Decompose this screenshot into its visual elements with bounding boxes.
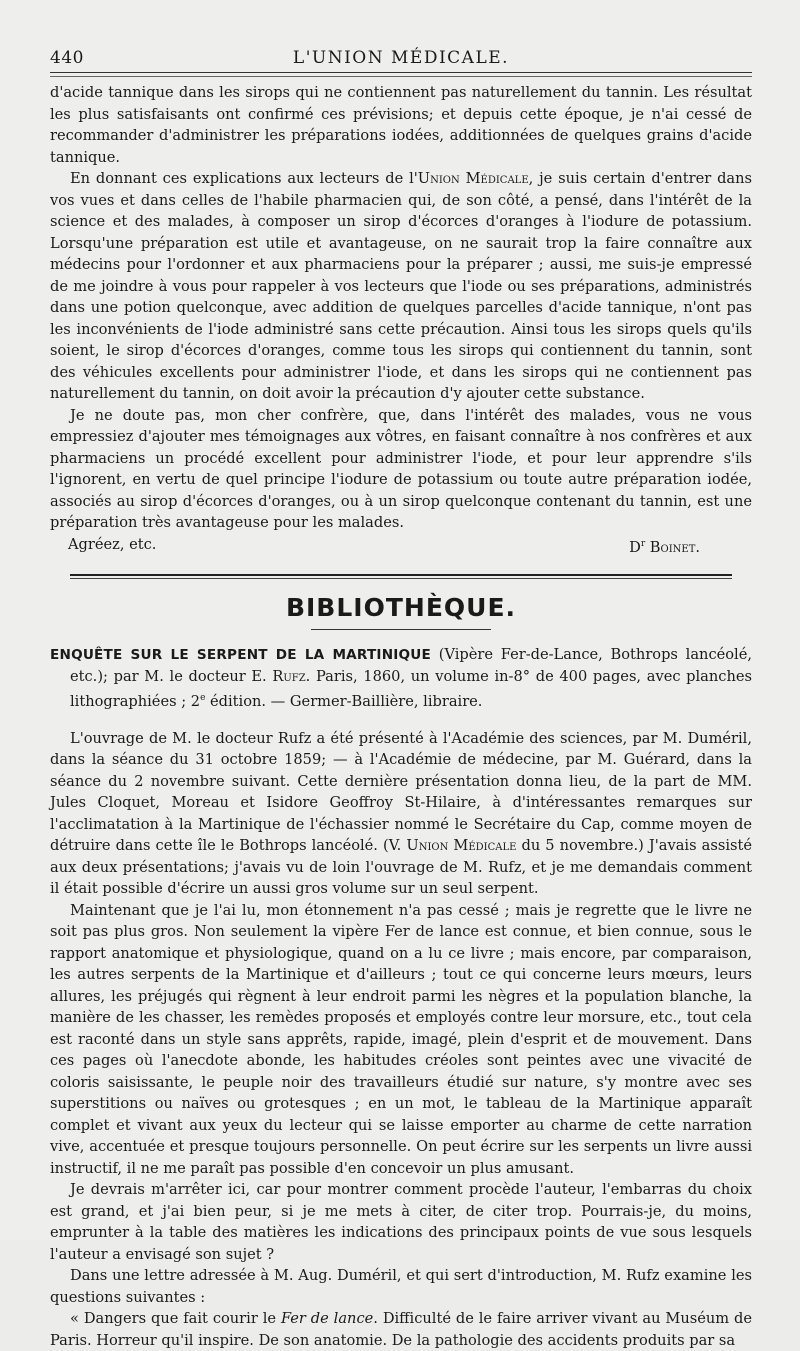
section-divider-thin: [70, 578, 732, 579]
header-rule: [50, 76, 752, 77]
letter-section: [50, 82, 752, 556]
review-paragraph-3: Je devrais m'arrêter ici, car pour montrer comment procède l'auteur, l'embarras du choix est grand, et j'ai bien peur, si je me mets à citer, de citer trop. Pourrais-je, du moins, emprunter à la table des matières les indications des principaux points de vue sous lesquels l'auteur a envisagé son sujet ?: [50, 1181, 752, 1263]
journal-name: Union Médicale: [406, 837, 517, 855]
journal-title: L'UNION MÉDICALE.: [292, 48, 510, 68]
signature: $D^r$ Boinet.: [629, 538, 700, 556]
journal-name: Union Médicale: [417, 170, 529, 187]
section-divider: [70, 574, 732, 576]
review-paragraph-4: Dans une lettre adressée à M. Aug. Duméril, et qui sert d'introduction, M. Rufz examine les questions suivantes :: [50, 1267, 752, 1306]
book-title: ENQUÊTE SUR LE SERPENT DE LA MARTINIQUE: [50, 646, 432, 663]
book-reference: ENQUÊTE SUR LE SERPENT DE LA MARTINIQUE (Vipère Fer-de-Lance, Bothrops lancéolé, etc.); par M. le docteur E. Rufz. Paris, 1860, un volume in-8° de 400 pages, avec planches lithographiées ; 2e édition. — Germer-Baillière, libraire.: [50, 645, 752, 710]
letter-paragraph-1: d'acide tannique dans les sirops qui ne contiennent pas naturellement du tannin. Les résultat les plus satisfaisants ont confirmé ces prévisions; et depuis cette époque, je n'ai cessé de recommander d'administrer les préparations iodées, additionnées de quelques grains d'acide tannique.: [50, 84, 752, 166]
letter-paragraph-3: Je ne doute pas, mon cher confrère, que, dans l'intérêt des malades, vous ne vous empressiez d'ajouter mes témoignages aux vôtres, en faisant connaître à nos confrères et aux pharmaciens un procédé excellent pour administrer l'iode, et pour leur apprendre s'ils l'ignorent, en vertu de quel principe l'iodure de potassium ou toute autre préparation iodée, associés au sirop d'écorces d'oranges, ou à un sirop quelconque contenant du tannin, est une préparation très avantageuse pour les malades.: [50, 406, 752, 531]
section-title: BIBLIOTHÈQUE.: [285, 592, 517, 622]
letter-paragraph-2: En donnant ces explications aux lecteurs de l'Union Médicale, je suis certain d'entrer dans vos vues et dans celles de l'habile pharmacien qui, de son côté, a pensé, dans l'intérêt de la science et des malades, à composer un sirop d'écorces d'oranges à l'iodure de potassium. Lorsqu'une préparation est utile et avantageuse, on ne saurait trop la faire connaître aux médecins pour l'ordonner et aux pharmaciens pour la préparer ; aussi, me suis-je empressé de me joindre à vous pour rappeler à vos lecteurs que l'iode ou ses préparations, administrés dans une potion quelconque, avec addition de quelques parcelles d'acide tannique, n'ont pas les inconvénients de l'iode administré sans cette précaution. Ainsi tous les sirops quels qu'ils soient, le sirop d'écorces d'oranges, comme tous les sirops qui contiennent du tannin, sont des véhicules excellents pour administrer l'iode, et dans les sirops qui ne contiennent pas naturellement du tannin, on doit avoir la précaution d'y ajouter cette substance.: [50, 170, 752, 402]
review-paragraph-5: « Dangers que fait courir le Fer de lance. Difficulté de le faire arriver vivant au Muséum de Paris. Horreur qu'il inspire. De son anatomie. De la pathologie des accidents produits par sa: [50, 1310, 752, 1349]
page-number: 440: [50, 48, 84, 68]
letter-signoff: [50, 534, 752, 556]
book-author: Rufz: [272, 668, 306, 685]
closing-formula: Agréez, etc.: [68, 535, 157, 553]
review-section: [50, 728, 752, 1351]
running-header: [50, 40, 752, 73]
title-underline: [311, 629, 491, 630]
review-paragraph-1: L'ouvrage de M. le docteur Rufz a été présenté à l'Académie des sciences, par M. Duméril, dans la séance du 31 octobre 1859; — à l'Académie de médecine, par M. Guérard, dans la séance du 2 novembre suivant. Cette dernière présentation donna lieu, de la part de MM. Jules Cloquet, Moreau et Isidore Geoffroy St-Hilaire, à d'intéressantes remarques sur l'acclimatation à la Martinique de l'échassier nommé le Secrétaire du Cap, comme moyen de détruire dans cette île le Bothrops lancéolé. (V. Union Médicale du 5 novembre.) J'avais assisté aux deux présentations; j'avais vu de loin l'ouvrage de M. Rufz, et je me demandais comment il était possible d'écrire un aussi gros volume sur un seul serpent.: [50, 729, 752, 898]
review-paragraph-2: Maintenant que je l'ai lu, mon étonnement n'a pas cessé ; mais je regrette que le livre ne soit pas plus gros. Non seulement la vipère Fer de lance est connue, et bien connue, sous le rapport anatomique et physiologique, quand on a lu ce livre ; mais encore, par comparaison, les autres serpents de la Martinique et d'ailleurs ; tout ce qui concerne leurs mœurs, leurs allures, les préjugés qui règnent à leur endroit parmi les nègres et la population blanche, la manière de les chasser, les remèdes proposés et employés contre leur morsure, etc., tout cela est raconté dans un style sans apprêts, rapide, imagé, plein d'esprit et de mouvement. Dans ces pages où l'anecdote abonde, les habitudes créoles sont peintes avec une vivacité de coloris saisissante, le peuple noir des travailleurs étudié sur nature, s'y montre avec ses superstitions ou naïves ou grotesques ; en un mot, le tableau de la Martinique apparaît complet et vivant aux yeux du lecteur qui se laisse emporter au charme de cette narration vive, accentuée et presque toujours personnelle. On peut écrire sur les serpents un livre aussi instructif, il ne me paraît pas possible d'en concevoir un plus amusant.: [50, 901, 752, 1177]
